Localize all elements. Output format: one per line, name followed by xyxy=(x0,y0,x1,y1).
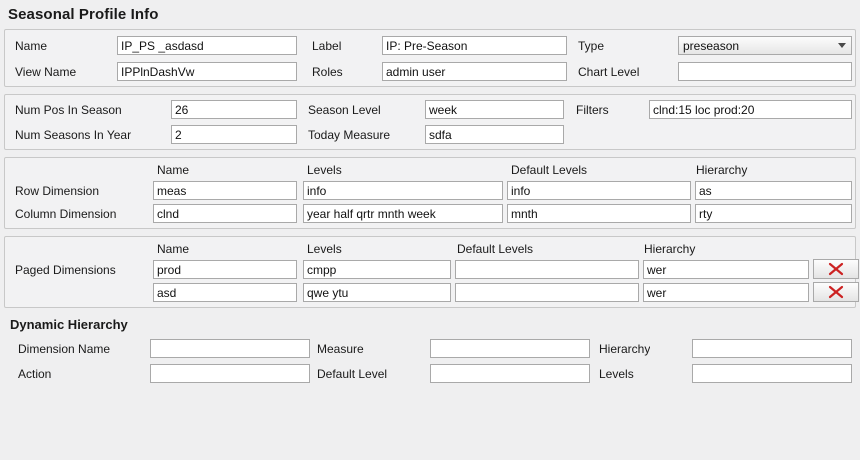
num-pos-in-season-input[interactable] xyxy=(171,100,297,119)
dynamic-hierarchy-panel xyxy=(4,315,856,387)
view-name-input[interactable] xyxy=(117,62,297,81)
row-dimension-name-input[interactable] xyxy=(153,181,297,200)
column-dimension-name-input[interactable] xyxy=(153,204,297,223)
filters-label: Filters xyxy=(576,103,609,117)
roles-input[interactable] xyxy=(382,62,567,81)
paged-dimensions-panel xyxy=(4,236,856,308)
paged-header-name: Name xyxy=(157,242,190,256)
num-seasons-in-year-label: Num Seasons In Year xyxy=(15,128,132,142)
chevron-down-icon xyxy=(838,43,846,48)
row-dimension-hierarchy-input[interactable] xyxy=(695,181,852,200)
column-dimension-levels-input[interactable] xyxy=(303,204,503,223)
chart-level-label: Chart Level xyxy=(578,65,640,79)
paged-header-default-levels: Default Levels xyxy=(457,242,534,256)
delete-x-icon xyxy=(828,262,844,276)
today-measure-input[interactable] xyxy=(425,125,564,144)
hierarchy-input[interactable] xyxy=(692,339,852,358)
dimensions-header-default-levels: Default Levels xyxy=(511,163,588,177)
paged-header-hierarchy: Hierarchy xyxy=(644,242,696,256)
dimension-name-input[interactable] xyxy=(150,339,310,358)
label-label: Label xyxy=(312,39,342,53)
levels-label: Levels xyxy=(599,367,634,381)
paged-row-hierarchy-input[interactable] xyxy=(643,260,809,279)
paged-row-levels-input[interactable] xyxy=(303,260,451,279)
num-seasons-in-year-input[interactable] xyxy=(171,125,297,144)
page-title: Seasonal Profile Info xyxy=(8,6,159,23)
paged-row-default-levels-input[interactable] xyxy=(455,260,639,279)
dimensions-panel xyxy=(4,157,856,229)
paged-header-levels: Levels xyxy=(307,242,342,256)
filters-input[interactable] xyxy=(649,100,852,119)
column-dimension-label: Column Dimension xyxy=(15,207,117,221)
type-select[interactable] xyxy=(678,36,852,55)
dimensions-header-levels: Levels xyxy=(307,163,342,177)
column-dimension-hierarchy-input[interactable] xyxy=(695,204,852,223)
default-level-label: Default Level xyxy=(317,367,388,381)
paged-row-hierarchy-input[interactable] xyxy=(643,283,809,302)
paged-row-delete-button[interactable] xyxy=(813,282,859,302)
name-input[interactable] xyxy=(117,36,297,55)
paged-row-levels-input[interactable] xyxy=(303,283,451,302)
paged-row-default-levels-input[interactable] xyxy=(455,283,639,302)
paged-dimensions-label: Paged Dimensions xyxy=(15,263,116,277)
season-level-label: Season Level xyxy=(308,103,381,117)
season-level-input[interactable] xyxy=(425,100,564,119)
type-select-value: preseason xyxy=(683,39,740,53)
dimensions-header-hierarchy: Hierarchy xyxy=(696,163,748,177)
profile-info-panel xyxy=(4,29,856,87)
today-measure-label: Today Measure xyxy=(308,128,391,142)
roles-label: Roles xyxy=(312,65,343,79)
row-dimension-default-levels-input[interactable] xyxy=(507,181,691,200)
row-dimension-label: Row Dimension xyxy=(15,184,100,198)
name-label: Name xyxy=(15,39,48,53)
dimension-name-label: Dimension Name xyxy=(18,342,111,356)
levels-input[interactable] xyxy=(692,364,852,383)
row-dimension-levels-input[interactable] xyxy=(303,181,503,200)
column-dimension-default-levels-input[interactable] xyxy=(507,204,691,223)
default-level-input[interactable] xyxy=(430,364,590,383)
season-settings-panel xyxy=(4,94,856,150)
label-input[interactable] xyxy=(382,36,567,55)
hierarchy-label: Hierarchy xyxy=(599,342,651,356)
dynamic-hierarchy-title: Dynamic Hierarchy xyxy=(10,317,128,332)
delete-x-icon xyxy=(828,285,844,299)
chart-level-input[interactable] xyxy=(678,62,852,81)
dimensions-header-name: Name xyxy=(157,163,190,177)
measure-input[interactable] xyxy=(430,339,590,358)
paged-row-delete-button[interactable] xyxy=(813,259,859,279)
paged-row-name-input[interactable] xyxy=(153,260,297,279)
action-input[interactable] xyxy=(150,364,310,383)
action-label: Action xyxy=(18,367,52,381)
type-label: Type xyxy=(578,39,605,53)
paged-row-name-input[interactable] xyxy=(153,283,297,302)
view-name-label: View Name xyxy=(15,65,77,79)
num-pos-in-season-label: Num Pos In Season xyxy=(15,103,122,117)
measure-label: Measure xyxy=(317,342,364,356)
